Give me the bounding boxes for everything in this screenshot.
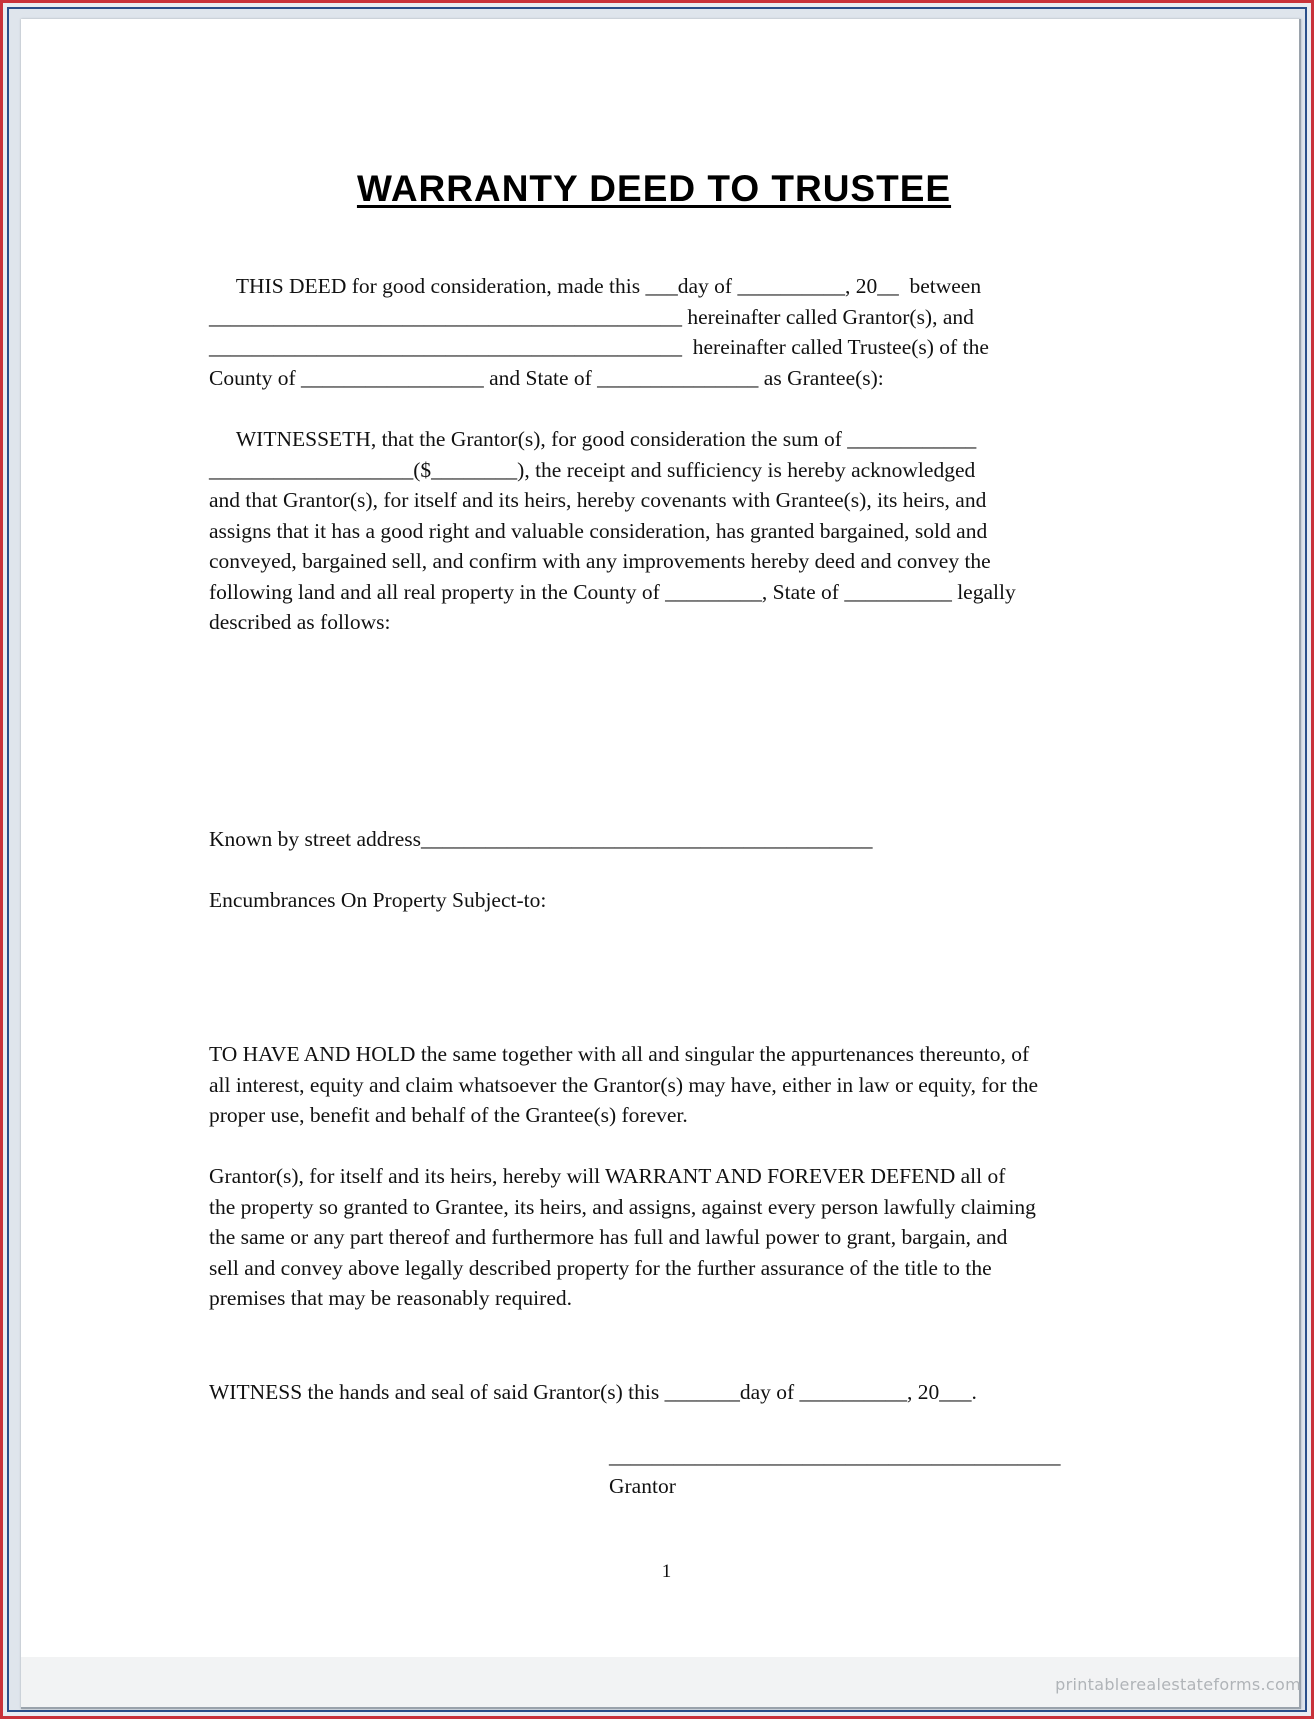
witnesseth-paragraph: WITNESSETH, that the Grantor(s), for good consideration the sum of ____________ ___________________($________), the receipt and sufficiency is hereby acknowledged and that Grantor(s), for itself and its heirs, hereby covenants with Grantee(s), its heirs, and assigns that it has a good right and valuable consideration, has granted bargained, sold and conveyed, bargained sell, and confirm with any improvements hereby deed and convey the following land and all real property in the County of _________, State of __________ legally described as follows: bbox=[209, 427, 1016, 634]
warrant-paragraph: Grantor(s), for itself and its heirs, hereby will WARRANT AND FOREVER DEFEND all of the property so granted to Grantee, its heirs, and assigns, against every person lawfully claiming the same or any part thereof and furthermore has full and lawful power to grant, bargain, and sell and convey above legally described property for the further assurance of the title to the premises that may be reasonably required. bbox=[209, 1164, 1036, 1310]
document-title: WARRANTY DEED TO TRUSTEE bbox=[356, 168, 952, 209]
grantor-signature-label: Grantor bbox=[609, 1474, 676, 1498]
encumbrances-heading: Encumbrances On Property Subject-to: bbox=[209, 888, 547, 912]
watermark: printablerealestateforms.com bbox=[1055, 1675, 1301, 1694]
street-address-line: Known by street address__________________________________________ bbox=[209, 827, 873, 851]
have-and-hold-paragraph: TO HAVE AND HOLD the same together with all and singular the appurtenances thereunto, of all interest, equity and claim whatsoever the Grantor(s) may have, either in law or equity, for the proper use, benefit and behalf of the Grantee(s) forever. bbox=[209, 1042, 1039, 1127]
page-number: 1 bbox=[661, 1561, 672, 1582]
document-page bbox=[21, 19, 1301, 1709]
grantor-signature-line: __________________________________________ bbox=[609, 1444, 1061, 1468]
witness-paragraph: WITNESS the hands and seal of said Grantor(s) this _______day of __________, 20___. bbox=[209, 1380, 977, 1404]
intro-paragraph: THIS DEED for good consideration, made this ___day of __________, 20__ between ____________________________________________ hereinafter called Grantor(s), and ____________________________________________ hereinafter called Trustee(s) of the County of _________________ and State of _______________ as Grantee(s): bbox=[209, 274, 989, 390]
